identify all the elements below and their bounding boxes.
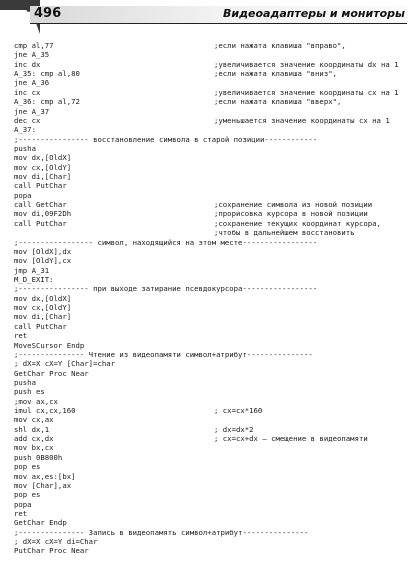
code-comment: ;уменьшается значение координаты cx на 1: [214, 115, 390, 125]
code-line: [14, 256, 410, 265]
code-line: [14, 219, 410, 228]
code-line: [14, 518, 410, 527]
code-text: add cx,dx: [14, 434, 54, 444]
code-line: [14, 266, 410, 275]
code-text: inc cx: [14, 87, 41, 97]
code-comment: ;сохранение текущих координат курсора,: [214, 218, 381, 228]
code-text: call GetChar: [14, 200, 67, 210]
code-line: [14, 191, 410, 200]
code-line: [14, 387, 410, 396]
code-text: call PutChar: [14, 181, 67, 191]
code-line: [14, 322, 410, 331]
code-text: ; dX=X cX=Y [Char]=char: [14, 359, 116, 369]
code-line: [14, 303, 410, 312]
code-line: [14, 125, 410, 134]
code-text: dec cx: [14, 115, 41, 125]
code-line: [14, 181, 410, 190]
code-text: GetChar Endp: [14, 518, 67, 528]
code-line: [14, 60, 410, 69]
code-text: ; dX=X cX=Y di=Char: [14, 537, 98, 547]
code-line: [14, 69, 410, 78]
code-text: shl dx,1: [14, 424, 50, 434]
code-text: mov cx,[OldY]: [14, 162, 72, 172]
code-listing: [14, 41, 410, 556]
code-text: pop es: [14, 462, 41, 472]
code-text: push es: [14, 387, 45, 397]
code-text: M_D_EXIT:: [14, 274, 54, 284]
code-line: [14, 453, 410, 462]
code-line: [14, 312, 410, 321]
code-text: popa: [14, 499, 32, 509]
code-text: jmp A_31: [14, 265, 50, 275]
code-line: [14, 78, 410, 87]
code-line: [14, 369, 410, 378]
code-line: [14, 238, 410, 247]
code-text: MoveSCursor Endp: [14, 340, 85, 350]
code-text: cmp al,77: [14, 41, 54, 50]
code-text: A_37:: [14, 125, 36, 135]
code-line: [14, 172, 410, 181]
code-text: imul cx,cx,160: [14, 406, 76, 416]
code-text: pusha: [14, 143, 36, 153]
code-line: [14, 546, 410, 555]
code-text: inc dx: [14, 59, 41, 69]
code-comment: ;увеличивается значение координаты dx на 1: [214, 59, 399, 69]
code-text: ;---------------- при выходе затирание псевдокурсора-----------------: [14, 284, 318, 294]
code-text: ;mov ax,cx: [14, 396, 58, 406]
code-line: [14, 88, 410, 97]
running-title: Видеоадаптеры и мониторы: [223, 7, 405, 20]
code-text: ;--------------- Чтение из видеопамяти символ+атрибут---------------: [14, 349, 313, 359]
code-line: [14, 135, 410, 144]
code-line: [14, 228, 410, 237]
code-line: [14, 153, 410, 162]
code-text: ;---------------- восстановление символа в старой позиции------------: [14, 134, 318, 144]
code-text: jne A_36: [14, 78, 50, 88]
code-comment: ; cx=cx*160: [214, 406, 263, 416]
code-text: call PutChar: [14, 321, 67, 331]
page-tab-cutout: [0, 10, 34, 34]
code-text: mov dx,[OldX]: [14, 293, 72, 303]
code-line: [14, 97, 410, 106]
code-line: [14, 163, 410, 172]
code-line: [14, 41, 410, 50]
code-text: GetChar Proc Near: [14, 368, 89, 378]
code-text: jne A_37: [14, 106, 50, 116]
code-line: [14, 472, 410, 481]
page-header: [0, 0, 415, 32]
code-line: [14, 359, 410, 368]
code-text: ret: [14, 331, 28, 341]
code-comment: ;если нажата клавиша "вправо",: [214, 41, 346, 50]
code-comment: ;увеличивается значение координаты cx на 1: [214, 87, 399, 97]
code-line: [14, 350, 410, 359]
code-text: mov cx,[OldY]: [14, 303, 72, 313]
code-comment: ;чтобы в дальнейшем восстановить: [214, 228, 355, 238]
code-line: [14, 341, 410, 350]
code-line: [14, 537, 410, 546]
code-text: mov di,09F2Dh: [14, 209, 72, 219]
code-text: ;----------------- символ, находящийся на этом месте-----------------: [14, 237, 318, 247]
code-line: [14, 200, 410, 209]
code-line: [14, 294, 410, 303]
code-line: [14, 50, 410, 59]
code-line: [14, 209, 410, 218]
code-text: popa: [14, 190, 32, 200]
page-number: 496: [34, 6, 62, 21]
code-comment: ;если нажата клавиша "вниз",: [214, 69, 338, 79]
code-line: [14, 397, 410, 406]
code-comment: ;прорисовка курсора в новой позиции: [214, 209, 368, 219]
code-line: [14, 378, 410, 387]
code-line: [14, 415, 410, 424]
code-text: A_36: cmp al,72: [14, 97, 80, 107]
code-line: [14, 528, 410, 537]
code-text: mov [OldY],cx: [14, 256, 72, 266]
code-comment: ; dx=dx*2: [214, 424, 254, 434]
code-line: [14, 406, 410, 415]
code-text: mov dx,[OldX]: [14, 153, 72, 163]
code-line: [14, 275, 410, 284]
code-line: [14, 443, 410, 452]
code-text: push 0B800h: [14, 452, 63, 462]
code-line: [14, 462, 410, 471]
code-line: [14, 284, 410, 293]
code-text: PutChar Proc Near: [14, 546, 89, 556]
code-line: [14, 434, 410, 443]
code-text: mov di,[Char]: [14, 172, 72, 182]
code-text: mov cx,ax: [14, 415, 54, 425]
code-text: A_35: cmp al,80: [14, 69, 80, 79]
code-comment: ;если нажата клавиша "вверх",: [214, 97, 342, 107]
code-text: ret: [14, 508, 28, 518]
code-text: pusha: [14, 377, 36, 387]
code-line: [14, 331, 410, 340]
code-line: [14, 247, 410, 256]
code-line: [14, 481, 410, 490]
code-line: [14, 490, 410, 499]
code-line: [14, 144, 410, 153]
code-comment: ; cx=cx+dx — смещение в видеопамяти: [214, 434, 368, 444]
code-text: call PutChar: [14, 218, 67, 228]
code-text: mov ax,es:[bx]: [14, 471, 76, 481]
code-text: mov bx,cx: [14, 443, 54, 453]
code-comment: ;сохранение символа из новой позиции: [214, 200, 373, 210]
code-line: [14, 107, 410, 116]
code-line: [14, 509, 410, 518]
code-line: [14, 116, 410, 125]
code-text: pop es: [14, 490, 41, 500]
code-text: mov [Char],ax: [14, 480, 72, 490]
code-text: mov di,[Char]: [14, 312, 72, 322]
code-text: mov [OldX],dx: [14, 246, 72, 256]
code-line: [14, 425, 410, 434]
code-text: ;--------------- Запись в видеопамять символ+атрибут---------------: [14, 527, 309, 537]
code-text: jne A_35: [14, 50, 50, 60]
code-line: [14, 500, 410, 509]
